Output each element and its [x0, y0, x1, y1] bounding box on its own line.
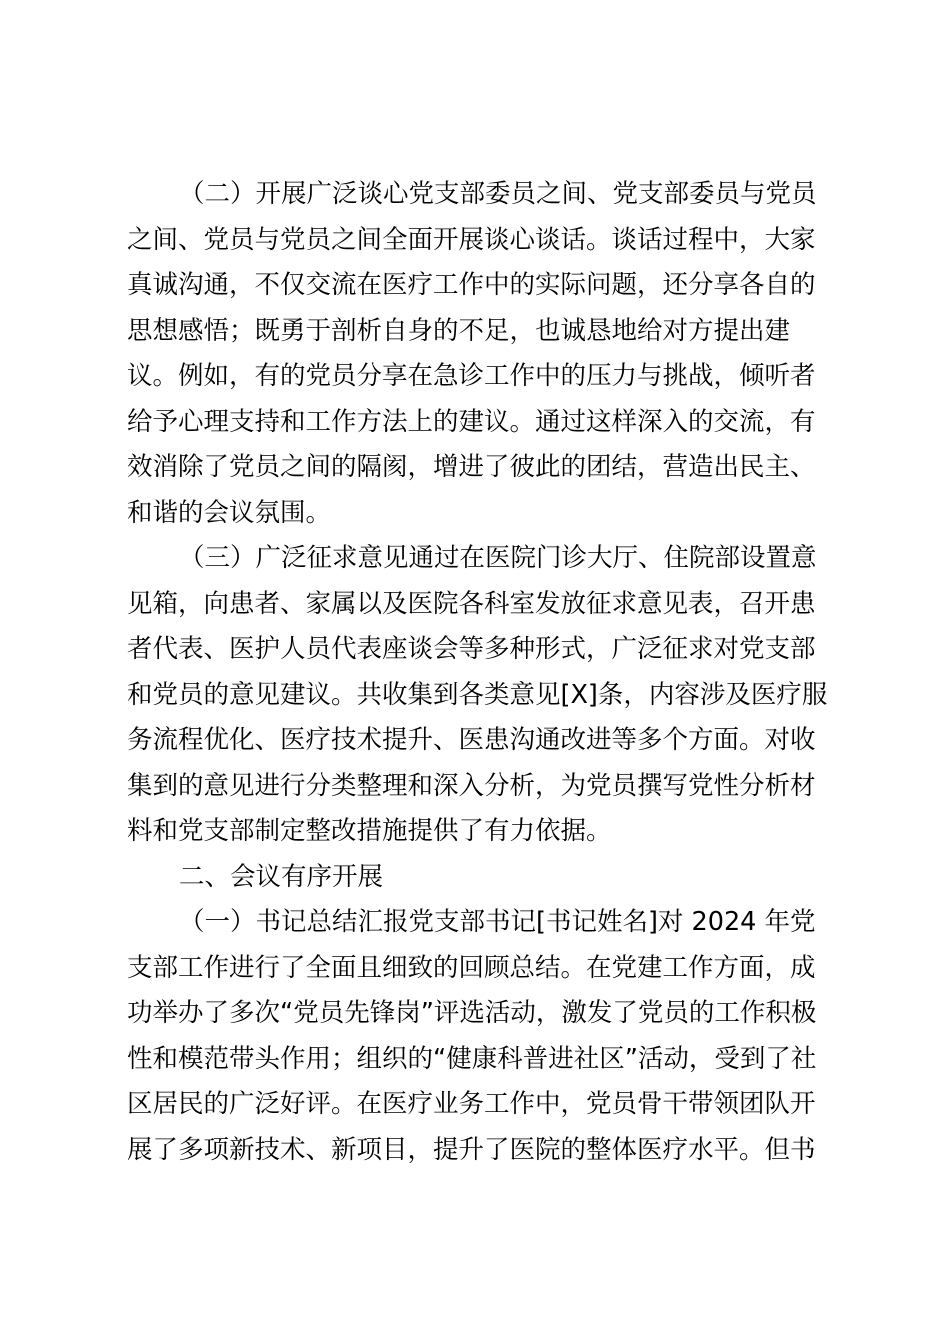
paragraph-line: 真诚沟通，不仅交流在医疗工作中的实际问题，还分享各自的 — [127, 270, 816, 300]
paragraph-line: （三）广泛征求意见通过在医院门诊大厅、住院部设置意 — [179, 543, 817, 573]
paragraph-line: 务流程优化、医疗技术提升、医患沟通改进等多个方面。对收 — [127, 725, 816, 755]
paragraph-line: 思想感悟；既勇于剖析自身的不足，也诚恳地给对方提出建 — [127, 315, 791, 346]
paragraph-line: 料和党支部制定整改措施提供了有力依据。 — [127, 816, 612, 846]
paragraph-line: 支部工作进行了全面且细致的回顾总结。在党建工作方面，成 — [127, 952, 816, 983]
paragraph-line: （一）书记总结汇报党支部书记[书记姓名]对 2024 年党 — [179, 907, 816, 937]
paragraph-line: 议。例如，有的党员分享在急诊工作中的压力与挑战，倾听者 — [127, 361, 816, 391]
paragraph-line: 见箱，向患者、家属以及医院各科室发放征求意见表，召开患 — [127, 588, 816, 619]
paragraph-line: 和谐的会议氛围。 — [127, 497, 332, 528]
paragraph-line: 者代表、医护人员代表座谈会等多种形式，广泛征求对党支部 — [127, 634, 816, 664]
paragraph-line: 集到的意见进行分类整理和深入分析，为党员撰写党性分析材 — [127, 770, 816, 801]
paragraph-line: 之间、党员与党员之间全面开展谈心谈话。谈话过程中，大家 — [127, 224, 816, 255]
paragraph-line: 功举办了多次“党员先锋岗”评选活动，激发了党员的工作积极 — [127, 998, 817, 1028]
paragraph-line: 给予心理支持和工作方法上的建议。通过这样深入的交流，有 — [127, 406, 816, 437]
document-body — [127, 172, 827, 1173]
paragraph-line: 效消除了党员之间的隔阂，增进了彼此的团结，营造出民主、 — [127, 452, 816, 482]
paragraph-line: 和党员的意见建议。共收集到各类意见[X]条，内容涉及医疗服 — [127, 679, 828, 710]
paragraph-line: 区居民的广泛好评。在医疗业务工作中，党员骨干带领团队开 — [127, 1089, 816, 1119]
paragraph-line: （二）开展广泛谈心党支部委员之间、党支部委员与党员 — [179, 179, 817, 209]
paragraph-line: 性和模范带头作用；组织的“健康科普进社区”活动，受到了社 — [127, 1043, 817, 1074]
section-heading: 二、会议有序开展 — [179, 861, 384, 892]
paragraph-line: 展了多项新技术、新项目，提升了医院的整体医疗水平。但书 — [127, 1134, 816, 1165]
